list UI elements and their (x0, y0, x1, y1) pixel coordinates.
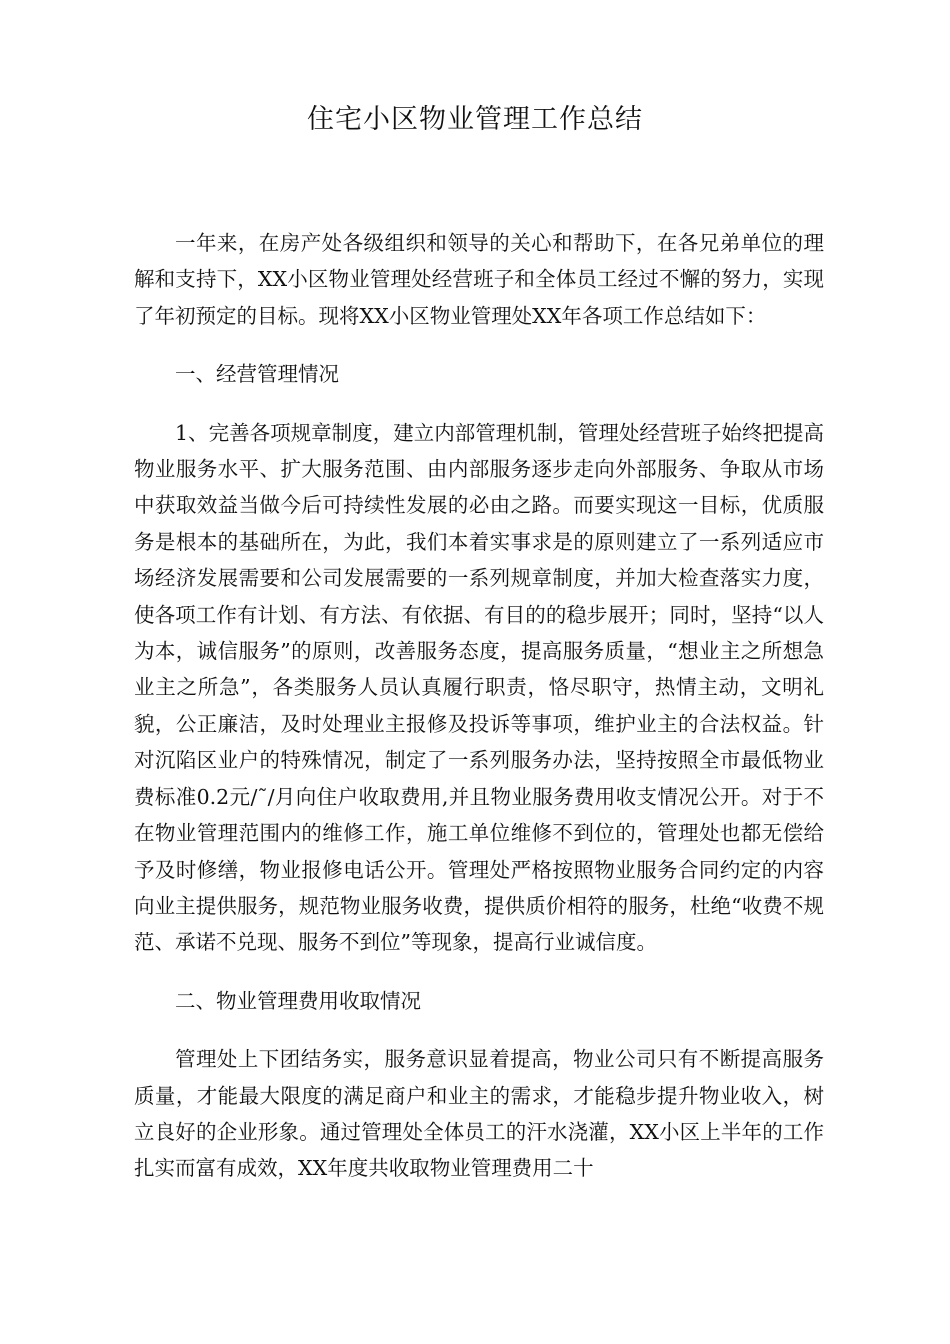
section-heading-fees: 二、物业管理费用收取情况 (175, 988, 421, 1013)
document-body (134, 225, 824, 1209)
document-title: 住宅小区物业管理工作总结 (307, 104, 643, 135)
section-heading-operations: 一、经营管理情况 (175, 362, 339, 387)
fees-paragraph: 管理处上下团结务实，服务意识显着提高，物业公司只有不断提高服务质量，才能最大限度的满足商户和业主的需求，才能稳步提升物业收入，树立良好的企业形象。通过管理处全体员工的汗水浇灌，XX小区上半年的工作扎实而富有成效，XX年度共收取物业管理费用二十 (134, 1047, 824, 1181)
intro-paragraph: 一年来，在房产处各级组织和领导的关心和帮助下，在各兄弟单位的理解和支持下，XX小区物业管理处经营班子和全体员工经过不懈的努力，实现了年初预定的目标。现将XX小区物业管理处XX年各项工作总结如下： (134, 231, 824, 328)
operations-paragraph: 1、完善各项规章制度，建立内部管理机制，管理处经营班子始终把提高物业服务水平、扩大服务范围、由内部服务逐步走向外部服务、争取从市场中获取效益当做今后可持续性发展的必由之路。而要实现这一目标，优质服务是根本的基础所在，为此，我们本着实事求是的原则建立了一系列适应市场经济发展需要和公司发展需要的一系列规章制度，并加大检查落实力度，使各项工作有计划、有方法、有依据、有目的的稳步展开；同时，坚持“以人为本，诚信服务”的原则，改善服务态度，提高服务质量，“想业主之所想急业主之所急”，各类服务人员认真履行职责，恪尽职守，热情主动，文明礼貌，公正廉洁，及时处理业主报修及投诉等事项，维护业主的合法权益。针对沉陷区业户的特殊情况，制定了一系列服务办法，坚持按照全市最低物业费标准0.2元/˜/月向住户收取费用,并且物业服务费用收支情况公开。对于不在物业管理范围内的维修工作，施工单位维修不到位的，管理处也都无偿给予及时修缮，物业报修电话公开。管理处严格按照物业服务合同约定的内容向业主提供服务，规范物业服务收费，提供质价相符的服务，杜绝“收费不规范、承诺不兑现、服务不到位”等现象，提高行业诚信度。 (134, 420, 824, 955)
